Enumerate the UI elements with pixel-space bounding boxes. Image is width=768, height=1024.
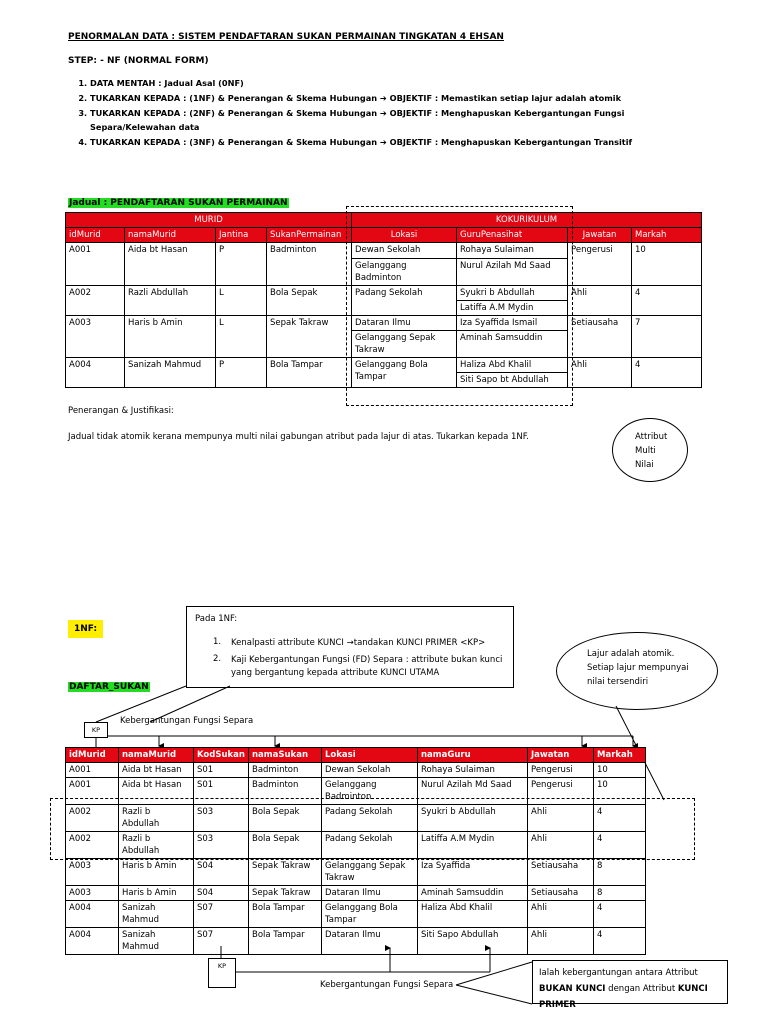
table-cell: Pengerusi — [528, 778, 594, 805]
table-cell: Badminton — [249, 778, 322, 805]
table-cell: Nurul Azilah Md Saad — [418, 778, 528, 805]
table-cell: 8 — [594, 886, 646, 901]
table-cell: Gelanggang Badminton — [322, 778, 418, 805]
fd-note-box: Ialah kebergantungan antara Attribut BUKAN KUNCI dengan Attribut KUNCI PRIMER — [532, 960, 728, 1004]
table-cell: S07 — [194, 928, 249, 955]
table-cell: Ahli — [528, 901, 594, 928]
callout-multi-nilai: Attribut Multi Nilai — [612, 418, 688, 482]
table-cell: Bola Tampar — [249, 928, 322, 955]
info-item: Kenalpasti attribute KUNCI →tandakan KUNCI PRIMER <KP> — [231, 638, 486, 648]
table-cell: Razli b Abdullah — [119, 832, 194, 859]
table-cell: S07 — [194, 901, 249, 928]
group-murid: MURID — [66, 213, 352, 228]
table-row: Gelanggang Sepak Takraw Aminah Samsuddin — [66, 331, 702, 358]
nf1-label: 1NF: — [68, 620, 103, 638]
table-cell: Padang Sekolah — [322, 805, 418, 832]
table-cell: A002 — [66, 832, 119, 859]
table-cell: A001 — [66, 763, 119, 778]
table-cell: S04 — [194, 886, 249, 901]
table-cell: S01 — [194, 763, 249, 778]
table-cell: Bola Sepak — [249, 805, 322, 832]
col-header: SukanPermainan — [267, 228, 352, 243]
table-cell: Haris b Amin — [119, 859, 194, 886]
table-row: Siti Sapo bt Abdullah — [66, 373, 702, 388]
step-item: 3. TUKARKAN KEPADA : (2NF) & Penerangan & Skema Hubungan ➔ OBJEKTIF : Menghapuskan Kebergantungan Fungsi Separa/Kelewahan data — [90, 106, 670, 134]
col-header: GuruPenasihat — [457, 228, 568, 243]
col-header: Lokasi — [352, 228, 457, 243]
step-item: 1. DATA MENTAH : Jadual Asal (0NF) — [90, 76, 670, 90]
table-cell: Syukri b Abdullah — [418, 805, 528, 832]
table-cell: 4 — [594, 832, 646, 859]
kp-box-top: KP — [84, 722, 108, 738]
table-cell: S03 — [194, 805, 249, 832]
table-cell: A001 — [66, 778, 119, 805]
table-cell: Siti Sapo Abdullah — [418, 928, 528, 955]
table-cell: Ahli — [528, 928, 594, 955]
table-cell: Bola Tampar — [249, 901, 322, 928]
info-item: Kaji Kebergantungan Fungsi (FD) Separa : attribute bukan kunci yang bergantung kepada attribute KUNCI UTAMA — [231, 655, 503, 678]
info-title: Pada 1NF: — [195, 614, 238, 624]
page-title: PENORMALAN DATA : SISTEM PENDAFTARAN SUKAN PERMAINAN TINGKATAN 4 EHSAN — [68, 32, 504, 42]
col-header: Jantina — [216, 228, 267, 243]
table-row: A001 Aida bt Hasan P Badminton Dewan Sekolah Rohaya Sulaiman Pengerusi 10 — [66, 243, 702, 259]
explanation-text: Jadual tidak atomik kerana mempunya multi nilai gabungan atribut pada lajur di atas. Tukarkan kepada 1NF. — [68, 432, 529, 442]
table-cell: A003 — [66, 859, 119, 886]
table-row — [66, 886, 646, 901]
table-row — [66, 928, 646, 955]
table-row: A004 Sanizah Mahmud P Bola Tampar Gelanggang Bola Tampar Haliza Abd Khalil Ahli 4 — [66, 358, 702, 373]
fd-label-bottom: Kebergantungan Fungsi Separa — [320, 980, 454, 990]
table-cell: Aida bt Hasan — [119, 778, 194, 805]
table-cell: 8 — [594, 859, 646, 886]
table-row: A003 Haris b Amin L Sepak Takraw Dataran Ilmu Iza Syaffida Ismail Setiausaha 7 — [66, 316, 702, 331]
header-row: idMurid namaMurid KodSukan namaSukan Lokasi namaGuru Jawatan Markah — [66, 748, 646, 763]
table-cell: Haliza Abd Khalil — [418, 901, 528, 928]
table-cell: Ahli — [528, 832, 594, 859]
table-row: A002 Razli Abdullah L Bola Sepak Padang Sekolah Syukri b Abdullah Ahli 4 — [66, 286, 702, 301]
table-cell: Badminton — [249, 763, 322, 778]
table-cell: Latiffa A.M Mydin — [418, 832, 528, 859]
table-cell: A004 — [66, 928, 119, 955]
table-cell: 4 — [594, 928, 646, 955]
col-header: Jawatan — [568, 228, 632, 243]
group-kokurikulum: KOKURIKULUM — [352, 213, 702, 228]
table-cell: 10 — [594, 778, 646, 805]
table-cell: Aida bt Hasan — [119, 763, 194, 778]
table-cell: Sepak Takraw — [249, 886, 322, 901]
table-cell: Haris b Amin — [119, 886, 194, 901]
table-row — [66, 901, 646, 928]
col-header: namaMurid — [125, 228, 216, 243]
table-row: Latiffa A.M Mydin — [66, 301, 702, 316]
table-cell: Iza Syaffida — [418, 859, 528, 886]
table2-label: DAFTAR_SUKAN — [69, 682, 149, 692]
table-cell: Rohaya Sulaiman — [418, 763, 528, 778]
table-cell: Pengerusi — [528, 763, 594, 778]
table-cell: Ahli — [528, 805, 594, 832]
table-cell: S03 — [194, 832, 249, 859]
table-cell: 4 — [594, 901, 646, 928]
table-row — [66, 763, 646, 778]
table-cell: A003 — [66, 886, 119, 901]
table-cell: Razli b Abdullah — [119, 805, 194, 832]
table-cell: Setiausaha — [528, 859, 594, 886]
table-cell: Dataran Ilmu — [322, 886, 418, 901]
callout-atomik: Lajur adalah atomik. Setiap lajur mempunyai nilai tersendiri — [556, 632, 718, 710]
kp-box-bottom: KP — [208, 958, 236, 988]
table-cell: A002 — [66, 805, 119, 832]
step-label: STEP: - NF (NORMAL FORM) — [68, 56, 209, 66]
col-header: Markah — [632, 228, 702, 243]
atomic-highlight — [50, 798, 695, 860]
table-cell: Dewan Sekolah — [322, 763, 418, 778]
table1-label: Jadual : PENDAFTARAN SUKAN PERMAINAN — [69, 198, 288, 208]
explanation-heading: Penerangan & Justifikasi: — [68, 406, 174, 416]
table-cell: Sanizah Mahmud — [119, 928, 194, 955]
table-cell: A004 — [66, 901, 119, 928]
table-cell: Gelanggang Sepak Takraw — [322, 859, 418, 886]
table-cell: S01 — [194, 778, 249, 805]
table-cell: 4 — [594, 805, 646, 832]
table-cell: Setiausaha — [528, 886, 594, 901]
table-cell: Bola Sepak — [249, 832, 322, 859]
fd-label-top: Kebergantungan Fungsi Separa — [120, 716, 254, 726]
step-item: 2. TUKARKAN KEPADA : (1NF) & Penerangan & Skema Hubungan ➔ OBJEKTIF : Memastikan setiap lajur adalah atomik — [90, 91, 670, 105]
table-row — [66, 859, 646, 886]
table-cell: Sanizah Mahmud — [119, 901, 194, 928]
nf1-info-box: Pada 1NF: 1. Kenalpasti attribute KUNCI →tandakan KUNCI PRIMER <KP> 2. Kaji Kebergantungan Fungsi (FD) Separa : attribute bukan kunci yang bergantung kepada attribute KUNCI UTAMA — [186, 606, 514, 688]
table-cell: Dataran Ilmu — [322, 928, 418, 955]
table-cell: Sepak Takraw — [249, 859, 322, 886]
table-cell: Gelanggang Bola Tampar — [322, 901, 418, 928]
col-header: idMurid — [66, 228, 125, 243]
table-cell: S04 — [194, 859, 249, 886]
step-item: 4. TUKARKAN KEPADA : (3NF) & Penerangan & Skema Hubungan ➔ OBJEKTIF : Menghapuskan Kebergantungan Transitif — [90, 135, 670, 149]
table-row: Gelanggang Badminton Nurul Azilah Md Saad — [66, 259, 702, 286]
table-cell: 10 — [594, 763, 646, 778]
table-cell: Padang Sekolah — [322, 832, 418, 859]
table-cell: Aminah Samsuddin — [418, 886, 528, 901]
